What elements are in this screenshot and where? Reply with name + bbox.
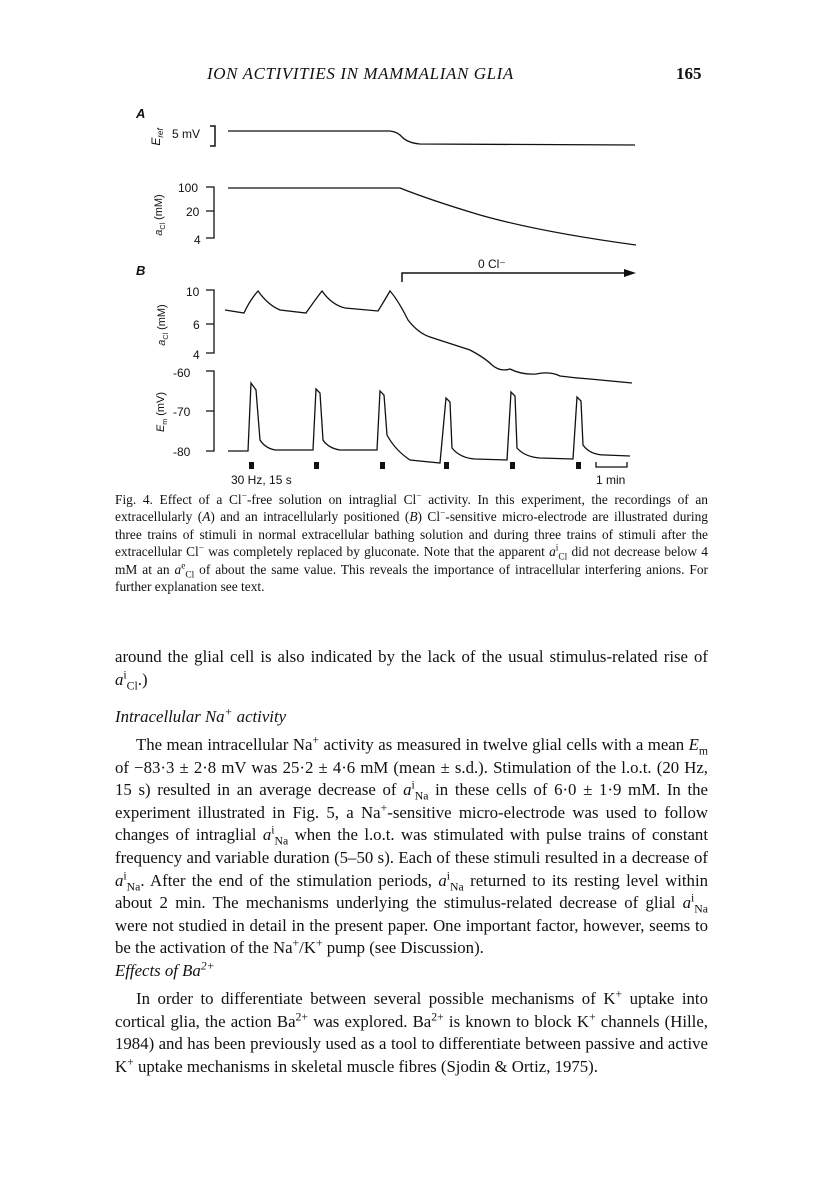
eref-scale-label: 5 mV (172, 127, 201, 141)
section-heading-ba: Effects of $Ba^{2+}$ (115, 959, 215, 980)
aecl-trace (228, 188, 636, 245)
stimulus-marker (576, 462, 581, 469)
zero-cl-arrowhead (624, 269, 636, 277)
aecl-axis-label: $a_{Cl}$ (mM) (153, 194, 167, 236)
time-scale-label: 1 min (596, 473, 626, 487)
aicl-axis (156, 285, 214, 362)
paragraph-na-activity: The mean intracellular Na+ activity as measured in twelve glial cells with a mean $E_m$ of −83·3 ± 2·8 mV was 25·2 ± 4·6 mM (mean ± s.d.). Stimulation of the l.o.t. (20 Hz, 15 s) resulted in an average decrease of $a^i_{Na}$ in these cells of 6·0 ± 1·9 mM. In the experiment illustrated in Fig. 5, a Na+-sensitive micro-electrode was used to follow changes of intraglial $a^i_{Na}$ when the l.o.t. was stimulated with pulse trains of constant frequency and variable duration (5–50 s). Each of these stimuli resulted in a decrease of $a^i_{Na}$. After the end of the stimulation periods, $a^i_{Na}$ returned to its resting level within about 2 min. The mechanisms underlying the stimulus-related decrease of glial $a^i_{Na}$ were not studied in detail in the present paper. One important factor, however, seems to be the activation of the Na+/K+ pump (see Discussion). (115, 733, 709, 958)
em-tick: -70 (173, 405, 191, 419)
stimulus-label: 30 Hz, 15 s (231, 473, 292, 487)
panel-b-label: B (136, 263, 146, 278)
panel-a-label: A (136, 106, 146, 121)
section-heading-na: Intracellular Na+ activity (115, 705, 287, 726)
running-title: ION ACTIVITIES IN MAMMALIAN GLIA (207, 64, 514, 83)
stimulus-marker (314, 462, 319, 469)
stimulus-marker (249, 462, 254, 469)
em-axis-label: $E_m$ (mV) (155, 391, 169, 433)
em-trace (228, 383, 630, 463)
em-tick: -80 (173, 445, 191, 459)
em-axis (155, 366, 214, 459)
page-number: 165 (676, 64, 702, 83)
aicl-trace (225, 291, 632, 383)
eref-scale-bar (210, 126, 215, 146)
eref-axis (149, 126, 215, 146)
time-scale-bar (596, 462, 627, 467)
zero-cl-label: 0 Cl⁻ (478, 257, 506, 271)
stimulus-markers (249, 462, 581, 469)
stimulus-marker (380, 462, 385, 469)
aecl-tick: 20 (186, 205, 200, 219)
figure-caption: Fig. 4. Effect of a Cl−-free solution on intraglial Cl− activity. In this experiment, the recordings of an extracellularly (A) and an intracellularly positioned (B) Cl−-sensitive micro-electrode are illustrated during three trains of stimuli in normal extracellular bathing solution and during three trains of stimuli after the extracellular Cl− was completely replaced by gluconate. Note that the apparent $a^i_{Cl}$ did not decrease below 4 mM at an $a^e_{Cl}$ of about the same value. This reveals the importance of intracellular interfering anions. For further explanation see text. (115, 491, 708, 595)
paragraph-continuation: around the glial cell is also indicated by the lack of the usual stimulus-related rise of $a^i_{Cl}$.) (115, 647, 708, 692)
zero-cl-bar (402, 273, 628, 282)
aicl-tick: 4 (193, 348, 200, 362)
paragraph-ba-effects: In order to differentiate between several possible mechanisms of K+ uptake into cortical glia, the action $Ba^{2+}$ was explored. $Ba^{2+}$ is known to block K+ channels (Hille, 1984) and has been previously used as a tool to differentiate between passive and active K+ uptake mechanisms in skeletal muscle fibres (Sjodin & Ortiz, 1975). (115, 987, 708, 1076)
eref-trace (228, 131, 635, 145)
aecl-tick: 100 (178, 181, 199, 195)
aecl-axis (153, 181, 214, 247)
aecl-tick: 4 (194, 233, 201, 247)
em-tick: -60 (173, 366, 191, 380)
caption-fig-label: Fig. 4. (115, 492, 153, 507)
aicl-axis-label: $a_{Cl}$ (mM) (156, 304, 170, 346)
aicl-tick: 6 (193, 318, 200, 332)
stimulus-marker (510, 462, 515, 469)
stimulus-marker (444, 462, 449, 469)
eref-axis-label: $E_{ref}$ (149, 128, 165, 146)
aicl-tick: 10 (186, 285, 200, 299)
figure-4 (0, 0, 816, 500)
